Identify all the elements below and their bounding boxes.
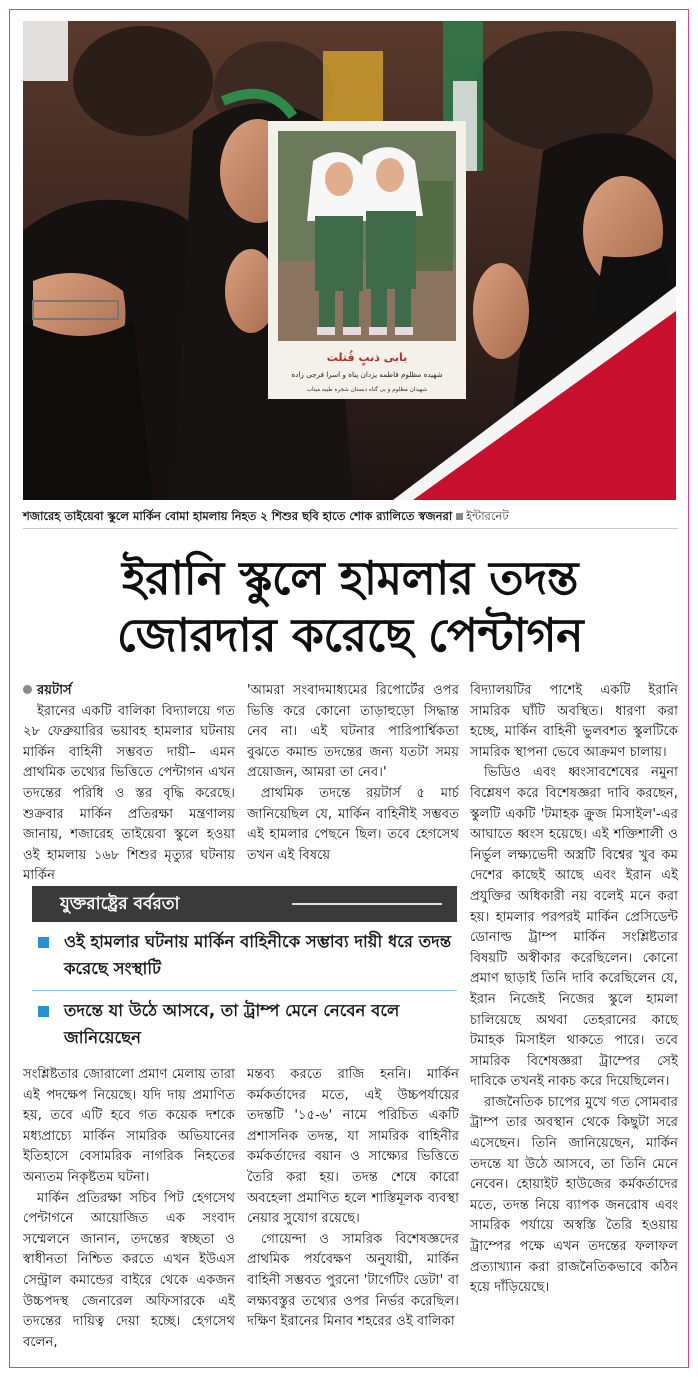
column-2-top [247,681,459,873]
newspaper-clipping [9,9,689,1368]
article-paragraph: বিদ্যালয়টির পাশেই একটি ইরানি সামরিক ঘাঁটি অবস্থিত। ধারণা করা হচ্ছে, মার্কিন বাহিনী ভুলবশত স্কুলটিকে সামরিক স্থাপনা ভেবে আক্রমণ চালায়। [470,683,678,760]
placard-title: بابی ذنبٍ قُتلت [326,351,408,364]
article-paragraph: রাজনৈতিক চাপের মুখে গত সোমবার ট্রাম্প তার অবস্থান থেকে কিছুটা সরে এসেছেন। তিনি জানিয়েছেন, মার্কিন তদন্তে যা উঠে আসবে, তা তিনি মেনে নেবেন। হোয়াইট হাউজের কর্মকর্তাদের মতে, তদন্ত নিয়ে ব্যাপক জনরোষ এবং সামরিক পর্যায়ে অস্বস্তি তৈরি হওয়ায় ট্রাম্পের পক্ষে এখন তদন্তের ফলাফল প্রত্যাখ্যান করা রাজনৈতিকভাবে কঠিন হয়ে দাঁড়িয়েছে। [470,1094,678,1296]
news-photo [23,21,676,500]
article-paragraph: ইরানের একটি বালিকা বিদ্যালয়ে গত ২৮ ফেব্রুয়ারির ভয়াবহ হামলার ঘটনায় মার্কিন বাহিনী সম্ভবত দায়ী– এমন প্রাথমিক তথ্যের ভিত্তিতে পেন্টাগন এখন তদন্তের পরিধি ও স্তর বৃদ্ধি করেছে। শুক্রবার মার্কিন প্রতিরক্ষা মন্ত্রণালয় জানায়, শজারেহ তাইয়েবা স্কুলে হওয়া ওই হামলায় ১৬৮ শিশুর মৃত্যুর ঘটনায় মার্কিন [23,703,235,884]
article-paragraph: মার্কিন প্রতিরক্ষা সচিব পিট হেগসেথ পেন্টাগনে আয়োজিত এক সংবাদ সম্মেলনে জানান, তদন্তের স্বচ্ছতা ও স্বাধীনতা নিশ্চিত করতে এখন ইউএস সেন্ট্রাল কমান্ডের বাইরে থেকে একজন উচ্চপদস্থ জেনারেল অফিসারকে এই তদন্তের দায়িত্ব দেয়া হচ্ছে। হেগসেথ বলেন, [23,1190,235,1350]
banner-rule [292,903,442,905]
bullet-square-icon [38,937,49,948]
column-1-top [23,681,235,884]
column-3 [470,681,678,1365]
mourning-rally-photo [23,21,676,500]
highlight-bullet-2: তদন্তে যা উঠে আসবে, তা ট্রাম্প মেনে নেবেন বলে জানিয়েছেন [32,997,457,1051]
section-banner: যুক্তরাষ্ট্রের বর্বরতা [32,886,457,922]
article-paragraph: গোয়েন্দা ও সামরিক বিশেষজ্ঞদের প্রাথমিক পর্যবেক্ষণ অনুযায়ী, মার্কিন বাহিনী সম্ভবত পুরনো 'টার্গেটিং ডেটা' বা লক্ষ্যবস্তুর তথ্যের ওপর নির্ভর করেছিল। দক্ষিণ ইরানের মিনাব শহরের ওই বালিকা [247,1231,459,1330]
headline-line1: ইরানি স্কুলে হামলার তদন্ত [122,551,578,605]
article-paragraph: প্রাথমিক তদন্তে রয়টার্স ৫ মার্চ জানিয়েছিল যে, মার্কিন বাহিনীই সম্ভবত এই হামলার পেছনে ছিল। তবে হেগসেথ তখন এই বিষয়ে [247,785,459,863]
article-paragraph: মন্তব্য করতে রাজি হননি। মার্কিন কর্মকর্তাদের মতে, এই উচ্চপর্যায়ের তদন্তটি '১৫-৬' নামে পরিচিত একটি প্রশাসনিক তদন্ত, যা সামরিক বাহিনীর কর্মকর্তাদের বয়ান ও সাক্ষ্যের ভিত্তিতে তৈরি করা হয়। তদন্ত শেষে কারো অবহেলা প্রমাণিত হলে শাস্তিমূলক ব্যবস্থা নেয়ার সুযোগ রয়েছে। [247,1067,459,1227]
article-paragraph: ভিডিও এবং ধ্বংসাবশেষের নমুনা বিশ্লেষণ করে বিশেষজ্ঞরা দাবি করছেন, স্কুলটি একটি 'টমাহক ক্রুজ মিসাইল'-এর আঘাতে ধ্বংস হয়েছে। এই শক্তিশালী ও নির্ভুল লক্ষ্যভেদী অস্ত্রটি বিশ্বের খুব কম দেশের কাছেই আছে এবং ইরান এই প্রযুক্তির অধিকারী নয় বলেই মনে করা হয়। হামলার পরপরই মার্কিন প্রেসিডেন্ট ডোনাল্ড ট্রাম্প মার্কিন সংশ্লিষ্টতার বিষয়টি অস্বীকার করেছিলেন। কোনো প্রমাণ ছাড়াই তিনি দাবি করেছিলেন যে, ইরান নিজেই নিজের স্কুলে হামলা চালিয়েছে অথবা তেহরানের কাছে টমাহক মিসাইল থাকতে পারে। তবে সামরিক বিশেষজ্ঞরা ট্রাম্পের সেই দাবিকে তখনই নাকচ করে দিয়েছিলেন। [470,765,678,1090]
column-1-bottom [23,1065,235,1365]
headline [10,550,690,664]
headline-line2: জোরদার করেছে পেন্টাগন [116,608,584,662]
bullet-divider [32,990,457,991]
highlight-bullet-1: ওই হামলার ঘটনায় মার্কিন বাহিনীকে সম্ভাব্য দায়ী ধরে তদন্ত করেছে সংস্থাটি [32,928,457,982]
article-paragraph: সংশ্লিষ্টতার জোরালো প্রমাণ মেলায় তারা এই পদক্ষেপ নিয়েছে। যদি দায় প্রমাণিত হয়, তবে এটি হবে গত কয়েক দশকে মধ্যপ্রাচ্যে মার্কিন সামরিক অভিযানের ইতিহাসে বেসামরিক নাগরিক নিহতের অন্যতম নিকৃষ্টতম ঘটনা। [23,1067,235,1185]
photo-caption [23,505,678,527]
byline-dot-icon [23,685,32,694]
caption-divider [23,528,678,529]
caption-text: শজারেহ তাইয়েবা স্কুলে মার্কিন বোমা হামলায় নিহত ২ শিশুর ছবি হাতে শোক র‍্যালিতে স্বজনরা [23,509,453,523]
placard-line1: شهیده مظلوم فاطمه یزدان پناه و اسرا فرجی زاده [291,370,443,379]
caption-source: ইন্টারনেট [466,509,509,523]
column-2-bottom [247,1065,459,1365]
article-quote: 'আমরা সংবাদমাধ্যমের রিপোর্টের ওপর ভিত্তি করে কোনো তাড়াহুড়ো সিদ্ধান্ত নেব না। এই ঘটনার পারিপার্শ্বিকতা বুঝতে কমান্ড তদন্তের জন্য যতটা সময় প্রয়োজন, আমরা তা নেব।' [247,683,459,781]
placard-line2: شهیدان مظلوم و بی گناه دبستان شجره طیبه میناب [306,387,428,393]
bullet-square-icon [38,1006,49,1017]
byline: রয়টার্স [23,681,235,702]
caption-square-icon [456,513,463,520]
